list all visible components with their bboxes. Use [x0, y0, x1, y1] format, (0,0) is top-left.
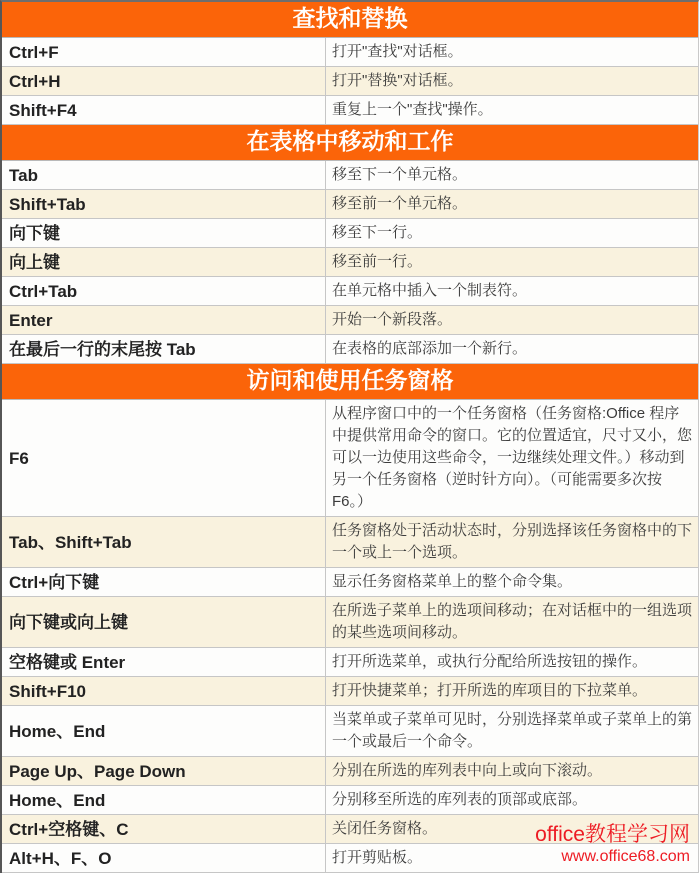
- shortcut-key-cell: Alt+H、F、O: [9, 848, 112, 868]
- shortcut-key-cell: Ctrl+H: [9, 71, 61, 91]
- table-row: [2, 335, 698, 364]
- table-row: [2, 190, 698, 219]
- shortcut-key-cell: Ctrl+Tab: [9, 281, 78, 301]
- shortcut-description-cell: 移至前一个单元格。: [325, 190, 698, 218]
- shortcut-description-cell: 在所选子菜单上的选项间移动；在对话框中的一组选项的某些选项间移动。: [325, 597, 698, 647]
- table-row: [2, 677, 698, 706]
- shortcut-description-cell: 显示任务窗格菜单上的整个命令集。: [325, 568, 698, 596]
- shortcut-key-cell: Shift+Tab: [9, 194, 86, 214]
- section-title: 查找和替换: [292, 5, 408, 31]
- shortcut-description-cell: 打开"替换"对话框。: [325, 67, 698, 95]
- table-row: [2, 568, 698, 597]
- shortcut-key-cell: 向下键: [9, 223, 60, 243]
- section-header: [2, 364, 698, 400]
- shortcut-description-cell: 从程序窗口中的一个任务窗格（任务窗格:Office 程序中提供常用命令的窗口。它的位置适宜，尺寸又小，您可以一边使用这些命令，一边继续处理文件。）移动到另一个任务窗格（逆时针方向）。（可能需要多次按 F6。）: [325, 400, 698, 516]
- section-title: 在表格中移动和工作: [246, 128, 454, 154]
- shortcut-description-cell: 当菜单或子菜单可见时，分别选择菜单或子菜单上的第一个或最后一个命令。: [325, 706, 698, 756]
- shortcut-key-cell: Tab、Shift+Tab: [9, 532, 132, 552]
- shortcut-key-cell: Ctrl+F: [9, 42, 59, 62]
- table-row: [2, 706, 698, 757]
- shortcut-key-cell: 在最后一行的末尾按 Tab: [9, 339, 196, 359]
- table-row: [2, 38, 698, 67]
- shortcut-key-cell: Ctrl+向下键: [9, 572, 100, 592]
- shortcut-key-cell: Tab: [9, 165, 38, 185]
- shortcut-key-cell: Ctrl+空格键、C: [9, 819, 129, 839]
- table-row: [2, 757, 698, 786]
- shortcut-key-cell: 向下键或向上键: [9, 612, 128, 632]
- table-row: [2, 219, 698, 248]
- shortcut-key-cell: Enter: [9, 310, 53, 330]
- shortcut-description-cell: 在表格的底部添加一个新行。: [325, 335, 698, 363]
- shortcut-description-cell: 任务窗格处于活动状态时，分别选择该任务窗格中的下一个或上一个选项。: [325, 517, 698, 567]
- table-row: [2, 648, 698, 677]
- table-row: [2, 248, 698, 277]
- shortcut-description-cell: 移至下一个单元格。: [325, 161, 698, 189]
- section-header: [2, 125, 698, 161]
- shortcut-key-cell: F6: [9, 448, 29, 468]
- section-header: [2, 2, 698, 38]
- shortcut-table-body: [2, 2, 698, 873]
- shortcut-description-cell: 移至前一行。: [325, 248, 698, 276]
- shortcut-description-cell: 在单元格中插入一个制表符。: [325, 277, 698, 305]
- shortcut-description-cell: 分别移至所选的库列表的顶部或底部。: [325, 786, 698, 814]
- table-row: [2, 597, 698, 648]
- shortcut-key-cell: Shift+F10: [9, 681, 86, 701]
- watermark-site-url: www.office68.com: [561, 848, 690, 865]
- table-row: [2, 161, 698, 190]
- shortcut-key-cell: Page Up、Page Down: [9, 761, 186, 781]
- shortcut-key-cell: 向上键: [9, 252, 60, 272]
- table-row: [2, 400, 698, 517]
- table-row: [2, 844, 698, 873]
- table-row: [2, 306, 698, 335]
- shortcut-description-cell: 打开快捷菜单；打开所选的库项目的下拉菜单。: [325, 677, 698, 705]
- table-row: [2, 517, 698, 568]
- shortcut-key-cell: Shift+F4: [9, 100, 77, 120]
- shortcut-key-cell: Home、End: [9, 790, 106, 810]
- shortcut-description-cell: 分别在所选的库列表中向上或向下滚动。: [325, 757, 698, 785]
- table-row: [2, 96, 698, 125]
- table-row: [2, 67, 698, 96]
- shortcut-description-cell: 移至下一行。: [325, 219, 698, 247]
- watermark-site-name: office教程学习网: [535, 823, 690, 846]
- shortcut-description-cell: 重复上一个"查找"操作。: [325, 96, 698, 124]
- shortcut-key-cell: Home、End: [9, 721, 106, 741]
- shortcut-description-cell: 打开所选菜单，或执行分配给所选按钮的操作。: [325, 648, 698, 676]
- shortcut-description-cell: 打开"查找"对话框。: [325, 38, 698, 66]
- shortcut-description-cell: 打开剪贴板。: [325, 844, 698, 872]
- shortcut-description-cell: 开始一个新段落。: [325, 306, 698, 334]
- table-row: [2, 815, 698, 844]
- shortcut-description-cell: 关闭任务窗格。: [325, 815, 698, 843]
- table-row: [2, 277, 698, 306]
- section-title: 访问和使用任务窗格: [246, 367, 454, 393]
- shortcut-key-cell: 空格键或 Enter: [9, 652, 126, 672]
- table-row: [2, 786, 698, 815]
